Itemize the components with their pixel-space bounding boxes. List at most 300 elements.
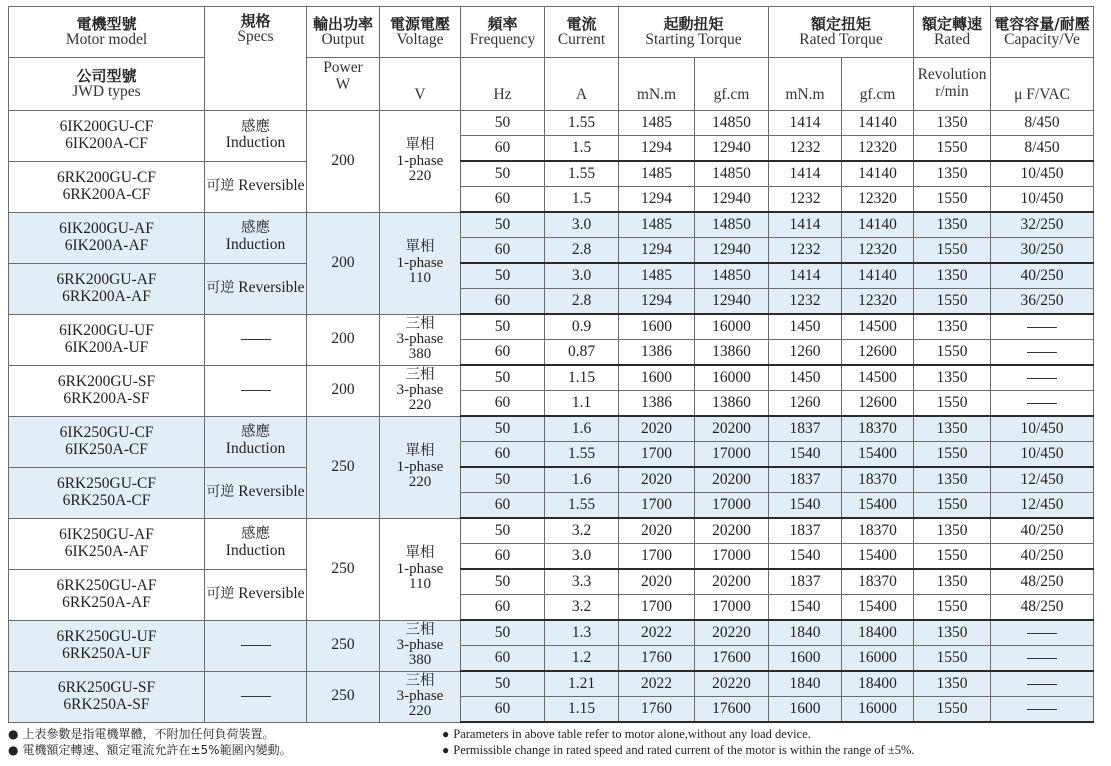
spec-cell [205,518,307,569]
model-name: 6RK200A-CF [62,185,151,203]
cell-current: 2.8 [545,289,619,315]
voltage-phase-zh: 三相 [405,315,435,332]
bullet-icon: ● [8,727,19,741]
voltage-cell [380,212,461,314]
cell-rated-mnm: 1232 [769,238,842,264]
unit-capacitor: μ F/VAC [991,58,1094,111]
unit-rated-mnm: mN.m [769,58,842,111]
cell-frequency: 50 [461,671,545,697]
voltage-value: 380 [408,652,432,669]
cell-start-gfcm: 12940 [695,238,769,264]
cell-capacitor: 30/250 [991,238,1094,264]
cell-start-gfcm: 14850 [695,161,769,187]
note-line: ● Parameters in above table refer to motor alone,without any load device. [442,727,811,741]
cell-rated-gfcm: 16000 [842,646,914,672]
cell-start-mnm: 1294 [619,238,695,264]
cell-rated-mnm: 1260 [769,340,842,366]
note-line: ● 上表參數是指電機單體，不附加任何負荷裝置。 [8,727,275,741]
spec-zh: 可逆 [206,280,235,297]
cell-current: 1.5 [545,187,619,213]
cell-start-gfcm: 17600 [695,697,769,723]
unit-amp: A [545,58,619,111]
output-cell: 200 [307,212,380,314]
cell-rated-gfcm: 12320 [842,289,914,315]
cell-rated-speed: 1550 [914,187,991,213]
cell-rated-mnm: 1540 [769,493,842,519]
voltage-value: 110 [409,575,431,592]
cell-capacitor: 48/250 [991,595,1094,621]
cell-rated-mnm: 1232 [769,136,842,162]
cell-rated-mnm: 1840 [769,671,842,697]
cell-start-mnm: 2020 [619,467,695,493]
model-name: 6RK250A-AF [62,593,151,611]
cell-start-mnm: 2020 [619,569,695,595]
cell-frequency: 60 [461,646,545,672]
cell-start-mnm: 2020 [619,518,695,544]
cell-rated-gfcm: 18370 [842,518,914,544]
spec-cell [205,161,307,212]
cell-current: 1.21 [545,671,619,697]
cell-start-gfcm: 20200 [695,518,769,544]
model-cell [9,518,205,569]
voltage-value: 220 [408,473,432,490]
cell-rated-mnm: 1837 [769,467,842,493]
cell-frequency: 60 [461,136,545,162]
unit-rated-gfcm: gf.cm [842,58,914,111]
cell-start-mnm: 1294 [619,136,695,162]
cell-start-gfcm: 14850 [695,212,769,238]
cell-start-mnm: 2020 [619,416,695,442]
cell-current: 1.55 [545,161,619,187]
cell-current: 1.55 [545,442,619,468]
unit-power: Power W [307,58,380,111]
output-cell: 250 [307,518,380,620]
table-row [9,111,1094,136]
cell-capacitor: 10/450 [991,187,1094,213]
cell-rated-gfcm: 18370 [842,467,914,493]
cell-current: 1.15 [545,365,619,391]
cell-rated-mnm: 1540 [769,595,842,621]
spec-en: Induction [225,235,286,253]
cell-capacitor: 40/250 [991,263,1094,289]
model-name: 6RK250A-UF [62,644,151,662]
cell-frequency: 50 [461,620,545,646]
dash-icon [241,696,271,697]
output-cell: 200 [307,111,380,213]
voltage-phase-zh: 單相 [405,443,435,460]
model-cell [9,416,205,467]
dash-icon [1027,352,1057,353]
cell-rated-gfcm: 18370 [842,416,914,442]
model-name: 6IK250A-AF [64,542,149,560]
table-row [9,620,1094,646]
dash-icon [241,339,271,340]
model-cell [9,671,205,722]
cell-frequency: 60 [461,187,545,213]
voltage-phase-en: 3-phase [396,382,444,399]
notes-chinese [8,726,292,758]
cell-current: 1.15 [545,697,619,723]
model-cell [9,314,205,365]
cell-rated-gfcm: 16000 [842,697,914,723]
cell-rated-mnm: 1837 [769,518,842,544]
cell-rated-mnm: 1600 [769,646,842,672]
bullet-icon: ● [442,727,450,741]
cell-rated-gfcm: 14500 [842,365,914,391]
voltage-phase-zh: 單相 [405,239,435,256]
model-name: 6IK200A-AF [64,236,149,254]
cell-current: 3.3 [545,569,619,595]
voltage-value: 110 [409,269,431,286]
cell-current: 0.87 [545,340,619,366]
cell-rated-gfcm: 14140 [842,212,914,238]
output-cell: 200 [307,314,380,365]
header-rated-torque: 額定扭矩 Rated Torque [769,7,914,58]
cell-rated-mnm: 1600 [769,697,842,723]
voltage-phase-en: 1-phase [396,254,444,271]
cell-frequency: 50 [461,161,545,187]
cell-capacitor: 12/450 [991,493,1094,519]
cell-start-mnm: 2022 [619,671,695,697]
model-name: 6IK250GU-CF [59,423,154,441]
cell-start-gfcm: 14850 [695,111,769,136]
header-output: 輸出功率 Output [307,7,380,58]
spec-en: Induction [225,439,286,457]
voltage-phase-zh: 三相 [405,366,435,383]
model-cell [9,569,205,620]
spec-zh: 可逆 [206,586,235,603]
cell-current: 3.0 [545,263,619,289]
cell-rated-speed: 1550 [914,340,991,366]
cell-rated-speed: 1550 [914,136,991,162]
spec-en: Reversible [238,177,305,195]
notes-english [442,726,914,758]
table-row [9,671,1094,697]
cell-frequency: 60 [461,697,545,723]
cell-frequency: 50 [461,416,545,442]
cell-start-mnm: 1485 [619,212,695,238]
output-cell: 250 [307,416,380,518]
unit-volt: V [380,58,461,111]
cell-current: 1.5 [545,136,619,162]
spec-cell [205,263,307,314]
cell-rated-mnm: 1414 [769,212,842,238]
cell-start-gfcm: 17000 [695,544,769,570]
cell-current: 0.9 [545,314,619,340]
cell-rated-speed: 1350 [914,365,991,391]
cell-frequency: 50 [461,518,545,544]
table-row [9,416,1094,442]
cell-rated-mnm: 1232 [769,187,842,213]
cell-start-gfcm: 20200 [695,569,769,595]
table-row [9,212,1094,238]
cell-capacitor: 36/250 [991,289,1094,315]
cell-start-mnm: 1294 [619,289,695,315]
model-name: 6IK200GU-CF [59,118,154,136]
model-name: 6RK250GU-AF [56,576,157,594]
header-capacitor: 電容容量/耐壓 Capacity/Ve [991,7,1094,58]
dash-icon [1027,658,1057,659]
model-name: 6IK200A-UF [64,338,149,356]
cell-start-gfcm: 12940 [695,136,769,162]
cell-frequency: 50 [461,314,545,340]
cell-start-gfcm: 16000 [695,365,769,391]
model-name: 6RK250GU-UF [56,627,157,645]
cell-frequency: 60 [461,238,545,264]
note-line: ● Permissible change in rated speed and rated current of the motor is within the range of ±5%. [442,743,915,757]
spec-zh: 可逆 [206,484,235,501]
cell-capacitor: 10/450 [991,416,1094,442]
spec-en: Induction [225,134,286,152]
spec-cell [205,365,307,416]
model-cell [9,467,205,518]
model-name: 6IK200GU-AF [59,219,154,237]
cell-rated-speed: 1350 [914,212,991,238]
cell-rated-speed: 1550 [914,238,991,264]
cell-current: 3.0 [545,212,619,238]
spec-zh: 感應 [241,118,270,135]
cell-rated-gfcm: 14140 [842,161,914,187]
cell-rated-speed: 1350 [914,416,991,442]
voltage-phase-en: 3-phase [396,688,444,705]
dash-icon [1027,709,1057,710]
model-name: 6RK250GU-CF [56,474,157,492]
cell-start-gfcm: 20220 [695,671,769,697]
header-current: 電流 Current [545,7,619,58]
cell-capacitor [991,646,1094,672]
cell-frequency: 60 [461,442,545,468]
note-line: ● 電機額定轉速、額定電流允許在±5%範圍內變動。 [8,743,292,757]
cell-rated-mnm: 1540 [769,442,842,468]
cell-start-mnm: 1386 [619,391,695,417]
cell-rated-mnm: 1840 [769,620,842,646]
voltage-phase-en: 3-phase [396,637,444,654]
cell-capacitor [991,697,1094,723]
model-name: 6IK250GU-AF [59,525,154,543]
voltage-phase-en: 3-phase [396,331,444,348]
spec-cell [205,569,307,620]
table-row [9,518,1094,544]
voltage-cell [380,518,461,620]
dash-icon [1027,403,1057,404]
cell-capacitor [991,314,1094,340]
model-name: 6IK200A-CF [65,134,148,152]
model-cell [9,111,205,162]
dash-icon [1027,378,1057,379]
cell-current: 3.2 [545,595,619,621]
cell-capacitor: 10/450 [991,442,1094,468]
cell-frequency: 60 [461,493,545,519]
cell-current: 2.8 [545,238,619,264]
voltage-phase-en: 1-phase [396,153,444,170]
cell-capacitor: 32/250 [991,212,1094,238]
cell-start-mnm: 1700 [619,544,695,570]
cell-rated-gfcm: 12600 [842,391,914,417]
cell-rated-gfcm: 15400 [842,595,914,621]
header-frequency: 頻率 Frequency [461,7,545,58]
cell-frequency: 60 [461,544,545,570]
cell-capacitor: 12/450 [991,467,1094,493]
cell-rated-speed: 1550 [914,544,991,570]
model-name: 6RK200A-SF [63,389,150,407]
cell-capacitor: 8/450 [991,111,1094,136]
dash-icon [241,645,271,646]
cell-rated-mnm: 1540 [769,544,842,570]
header-model: 電機型號 Motor model [9,7,205,58]
cell-rated-mnm: 1450 [769,314,842,340]
spec-cell [205,111,307,162]
cell-start-gfcm: 20220 [695,620,769,646]
cell-current: 1.55 [545,493,619,519]
model-cell [9,161,205,212]
cell-start-gfcm: 12940 [695,289,769,315]
model-name: 6RK250GU-SF [57,678,156,696]
voltage-cell [380,620,461,671]
dash-icon [1027,327,1057,328]
cell-start-gfcm: 17000 [695,442,769,468]
spec-zh: 感應 [241,220,270,237]
cell-frequency: 50 [461,111,545,136]
cell-frequency: 60 [461,391,545,417]
bullet-icon: ● [442,743,450,757]
cell-rated-speed: 1550 [914,442,991,468]
cell-rated-mnm: 1414 [769,263,842,289]
cell-capacitor: 48/250 [991,569,1094,595]
cell-start-mnm: 1700 [619,493,695,519]
cell-current: 3.2 [545,518,619,544]
voltage-cell [380,111,461,213]
cell-start-gfcm: 14850 [695,263,769,289]
cell-start-mnm: 1700 [619,442,695,468]
cell-rated-gfcm: 15400 [842,544,914,570]
cell-rated-speed: 1350 [914,671,991,697]
cell-frequency: 60 [461,595,545,621]
table-row [9,263,1094,289]
cell-rated-speed: 1550 [914,646,991,672]
header-starting-torque: 起動扭矩 Starting Torque [619,7,769,58]
motor-spec-table [8,6,1094,723]
spec-en: Reversible [238,279,305,297]
spec-zh: 可逆 [206,178,235,195]
model-name: 6IK200GU-UF [59,321,154,339]
voltage-value: 220 [408,397,432,414]
cell-rated-gfcm: 14140 [842,263,914,289]
cell-start-mnm: 1485 [619,111,695,136]
cell-start-mnm: 1294 [619,187,695,213]
cell-capacitor [991,340,1094,366]
dash-icon [241,390,271,391]
voltage-cell [380,365,461,416]
cell-rated-gfcm: 14140 [842,111,914,136]
cell-rated-mnm: 1414 [769,111,842,136]
cell-rated-gfcm: 15400 [842,442,914,468]
output-cell: 250 [307,620,380,671]
header-rated-speed: 額定轉速 Rated [914,7,991,58]
unit-start-gfcm: gf.cm [695,58,769,111]
cell-current: 3.0 [545,544,619,570]
voltage-cell [380,671,461,722]
cell-start-mnm: 1485 [619,263,695,289]
cell-frequency: 60 [461,340,545,366]
cell-start-mnm: 1386 [619,340,695,366]
header-voltage: 電源電壓 Voltage [380,7,461,58]
cell-rated-gfcm: 12600 [842,340,914,366]
cell-rated-gfcm: 18400 [842,620,914,646]
voltage-phase-zh: 單相 [405,137,435,154]
cell-rated-mnm: 1232 [769,289,842,315]
cell-rated-speed: 1550 [914,595,991,621]
voltage-phase-zh: 單相 [405,545,435,562]
spec-cell [205,212,307,263]
header-specs: 規格 Specs [205,7,307,111]
cell-rated-speed: 1350 [914,314,991,340]
spec-table-body [9,111,1094,723]
voltage-phase-en: 1-phase [396,560,444,577]
cell-frequency: 50 [461,569,545,595]
voltage-cell [380,416,461,518]
cell-start-mnm: 1700 [619,595,695,621]
cell-rated-speed: 1550 [914,697,991,723]
spec-en: Reversible [238,483,305,501]
cell-rated-mnm: 1414 [769,161,842,187]
cell-rated-speed: 1350 [914,111,991,136]
cell-rated-speed: 1350 [914,569,991,595]
model-cell [9,365,205,416]
cell-start-mnm: 2022 [619,620,695,646]
model-name: 6RK200GU-CF [56,168,157,186]
cell-rated-gfcm: 12320 [842,136,914,162]
spec-cell [205,416,307,467]
cell-current: 1.3 [545,620,619,646]
bullet-icon: ● [8,743,19,757]
model-name: 6RK200A-AF [62,287,151,305]
spec-en: Reversible [238,585,305,603]
voltage-phase-zh: 三相 [405,621,435,638]
cell-start-gfcm: 13860 [695,340,769,366]
table-row [9,365,1094,391]
cell-frequency: 50 [461,467,545,493]
cell-rated-mnm: 1837 [769,569,842,595]
cell-start-gfcm: 20200 [695,467,769,493]
cell-start-mnm: 1760 [619,697,695,723]
table-row [9,161,1094,187]
cell-start-mnm: 1760 [619,646,695,672]
cell-rated-gfcm: 18370 [842,569,914,595]
cell-current: 1.55 [545,111,619,136]
cell-start-mnm: 1485 [619,161,695,187]
cell-rated-speed: 1550 [914,289,991,315]
model-name: 6RK250A-SF [63,695,150,713]
model-name: 6IK250A-CF [65,440,148,458]
cell-frequency: 50 [461,365,545,391]
spec-cell [205,671,307,722]
voltage-phase-en: 1-phase [396,458,444,475]
cell-rated-speed: 1350 [914,161,991,187]
cell-rated-mnm: 1450 [769,365,842,391]
cell-rated-speed: 1550 [914,493,991,519]
cell-capacitor: 8/450 [991,136,1094,162]
voltage-cell [380,314,461,365]
table-row [9,467,1094,493]
cell-current: 1.6 [545,416,619,442]
cell-start-gfcm: 17600 [695,646,769,672]
table-row [9,569,1094,595]
spec-zh: 感應 [241,526,270,543]
cell-start-gfcm: 12940 [695,187,769,213]
cell-capacitor [991,620,1094,646]
cell-capacitor: 10/450 [991,161,1094,187]
cell-frequency: 60 [461,289,545,315]
